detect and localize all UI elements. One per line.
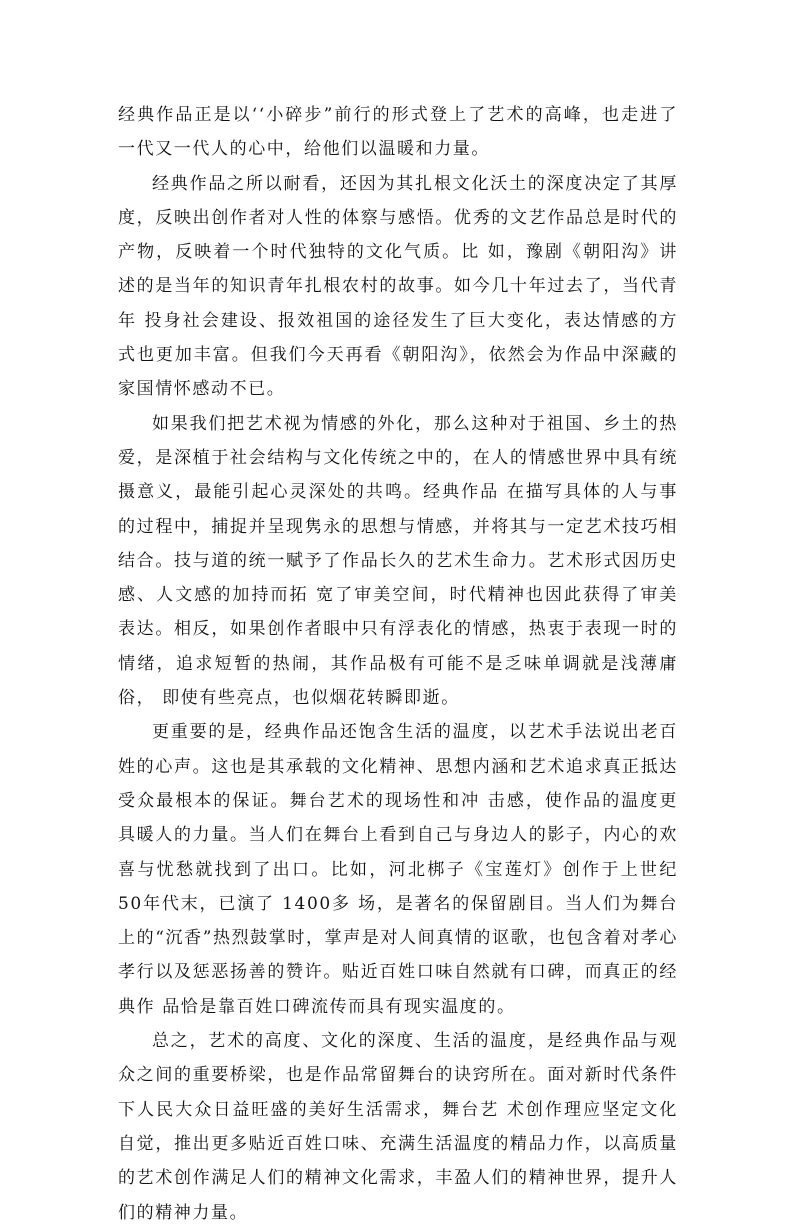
document-body	[118, 98, 678, 1230]
paragraph-4: 更重要的是，经典作品还饱含生活的温度，以艺术手法说出老百姓的心声。这也是其承载的文化精神、思想内涵和艺术追求真正抵达受众最根本的保证。舞台艺术的现场性和冲 击感，使作品的温度更具暖人的力量。当人们在舞台上看到自己与身边人的影子，内心的欢喜与忧愁就找到了出口。比如，河北梆子《宝莲灯》创作于上世纪50年代末，已演了 1400多 场，是著名的保留剧目。当人们为舞台上的“沉香”热烈鼓掌时，掌声是对人间真情的讴歌，也包含着对孝心孝行以及惩恶扬善的赞许。贴近百姓口味自然就有口碑，而真正的经典作 品恰是靠百姓口碑流传而具有现实温度的。	[118, 722, 678, 1017]
paragraph-1: 经典作品正是以‘‘小碎步”前行的形式登上了艺术的高峰，也走进了一代又一代人的心中，给他们以温暖和力量。	[118, 105, 678, 160]
paragraph-3: 如果我们把艺术视为情感的外化，那么这种对于祖国、乡土的热爱，是深植于社会结构与文化传统之中的，在人的情感世界中具有统摄意义，最能引起心灵深处的共鸣。经典作品 在描写具体的人与事的过程中，捕捉并呈现隽永的思想与情感，并将其与一定艺术技巧相结合。技与道的统一赋予了作品长久的艺术生命力。艺术形式因历史感、人文感的加持而拓 宽了审美空间，时代精神也因此获得了审美表达。相反，如果创作者眼中只有浮表化的情感，热衷于表现一时的情绪，追求短暂的热闹，其作品极有可能不是乏味单调就是浅薄庸俗， 即使有些亮点，也似烟花转瞬即逝。	[118, 413, 678, 709]
paragraph-2: 经典作品之所以耐看，还因为其扎根文化沃土的深度决定了其厚度，反映出创作者对人性的体察与感悟。优秀的文艺作品总是时代的产物，反映着一个时代独特的文化气质。比 如，豫剧《朝阳沟》讲述的是当年的知识青年扎根农村的故事。如今几十年过去了，当代青年 投身社会建设、报效祖国的途径发生了巨大变化，表达情感的方式也更加丰富。但我们今天再看《朝阳沟》，依然会为作品中深藏的家国情怀感动不已。	[118, 173, 678, 400]
paragraph-5: 总之，艺术的高度、文化的深度、生活的温度，是经典作品与观众之间的重要桥梁，也是作品常留舞台的诀窍所在。面对新时代条件下人民大众日益旺盛的美好生活需求，舞台艺 术创作理应坚定文化自觉，推出更多贴近百姓口味、充满生活温度的精品力作，以高质量的艺术创作满足人们的精神文化需求，丰盈人们的精神世界，提升人们的精神力量。	[118, 1031, 678, 1223]
